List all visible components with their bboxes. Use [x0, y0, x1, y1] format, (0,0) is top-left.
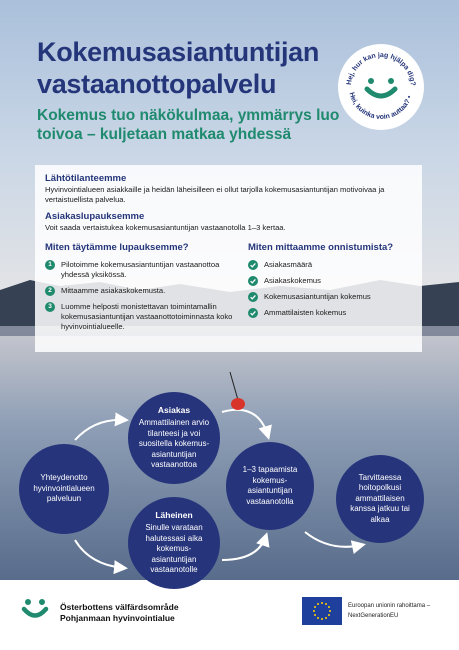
eu-flag-icon	[302, 597, 342, 625]
promise-heading: Asiakaslupauksemme	[45, 211, 145, 222]
measure-text: Kokemusasiantuntijan kokemus	[263, 292, 371, 301]
check-icon	[248, 260, 258, 270]
title-line-1: Kokemusasiantuntijan	[37, 37, 320, 67]
title-line-2: vastaanottopalvelu	[37, 69, 277, 99]
measure-item	[248, 276, 412, 286]
how-column	[45, 242, 240, 332]
step-number: 2	[45, 286, 55, 296]
measure-item	[248, 260, 412, 270]
step-number: 1	[45, 260, 55, 270]
badge-text-sv: Hej, hur kan jag hjälpa dig?	[346, 51, 417, 87]
measure-text: Asiakaskokemus	[263, 276, 321, 285]
measure-item	[248, 292, 412, 302]
check-icon	[248, 276, 258, 286]
eu-funding-text: Euroopan unionin rahoittama –	[348, 603, 431, 609]
badge-text-fi: Hei, kuinka voin auttaa? •	[347, 91, 414, 122]
step-contact	[19, 444, 109, 534]
step-care-path	[336, 455, 424, 543]
measure-column	[248, 242, 412, 332]
org-name-fi: Pohjanmaan hyvinvointialue	[60, 613, 175, 623]
page-subtitle: Kokemus tuo näkökulmaa, ymmärrys luo toivoa – kuljetaan matkaa yhdessä	[37, 107, 340, 143]
start-text: Hyvinvointialueen asiakkaille ja heidän läheisilleen ei ollut tarjolla kokemusasiantuntijan motivoivaa ja vertaistuellista palvelua.	[45, 185, 385, 204]
page-title	[37, 36, 337, 100]
contact-text: Yhteydenotto hyvinvointialueen palveluun	[33, 473, 95, 504]
step-text: Mittaamme asiakaskokemusta.	[61, 286, 166, 295]
step-relative	[128, 497, 220, 589]
measure-heading: Miten mittaamme onnistumista?	[247, 242, 394, 253]
step-item	[45, 286, 240, 296]
logo-eye-right	[388, 78, 394, 84]
step-customer	[128, 392, 220, 484]
step-item	[45, 260, 240, 280]
step-meetings	[226, 442, 314, 530]
measure-item	[248, 308, 412, 318]
step-item	[45, 302, 240, 332]
promise-text: Voit saada vertaistukea kokemusasiantuntijan vastaanotolla 1–3 kertaa.	[45, 223, 286, 232]
org-name-sv: Österbottens välfärdsområde	[60, 602, 179, 612]
relative-text: Sinulle varataan halutessasi aika kokemus-asiantuntijan vastaanotolle	[145, 523, 203, 575]
greeting-badge	[337, 43, 425, 131]
customer-label: Asiakas	[157, 405, 191, 416]
info-panel	[35, 165, 422, 352]
start-heading: Lähtötilanteemme	[45, 173, 127, 184]
how-heading: Miten täytämme lupauksemme?	[45, 242, 189, 253]
check-icon	[248, 308, 258, 318]
step-number: 3	[45, 302, 55, 312]
step-text: Luomme helposti monistettavan toimintamallin kokemusasiantuntijan vastaanottotoiminnasta koko hyvinvointialueelle.	[61, 302, 233, 331]
meetings-text: 1–3 tapaamista kokemus-asiantuntijan vastaanotolla	[242, 465, 298, 506]
logo-eye-left	[368, 78, 374, 84]
customer-text: Ammattilainen arvio tilanteesi ja voi suositella kokemus-asiantuntijan vastaanottoa	[138, 418, 210, 470]
measure-text: Asiakasmäärä	[263, 260, 313, 269]
eu-program-text: NextGenerationEU	[348, 613, 399, 619]
relative-label: Läheinen	[155, 510, 193, 521]
step-text: Pilotoimme kokemusasiantuntijan vastaanottoa yhdessä yksikössä.	[61, 260, 220, 279]
care-path-text: Tarvittaessa hoitopolkusi ammattilaisen kanssa jatkuu tai alkaa	[350, 472, 410, 524]
measure-text: Ammattilaisten kokemus	[263, 308, 347, 317]
info-columns	[45, 242, 412, 332]
org-logo-icon	[18, 596, 52, 624]
check-icon	[248, 292, 258, 302]
